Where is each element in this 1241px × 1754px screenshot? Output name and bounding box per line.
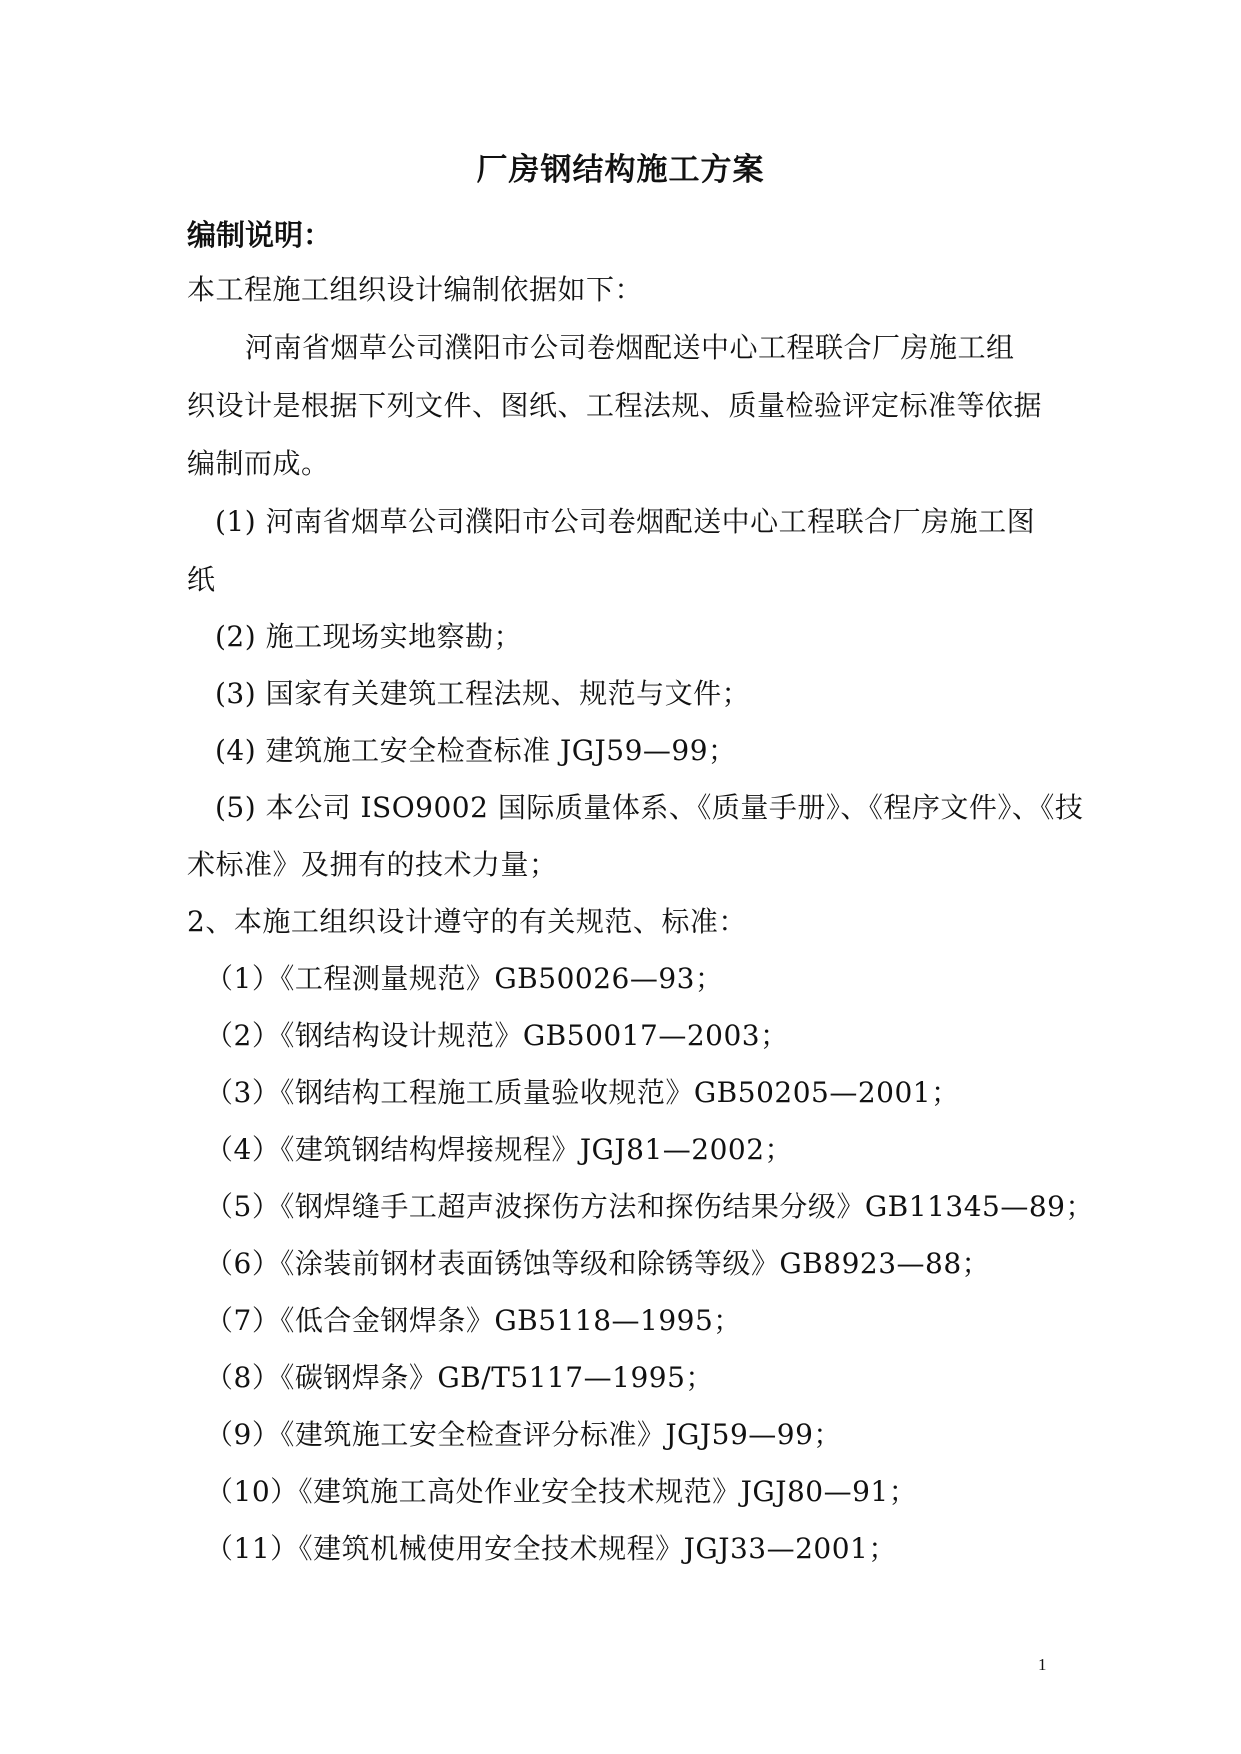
section-2-title: 2、本施工组织设计遵守的有关规范、标准： (187, 905, 747, 938)
basis-item: (5) 本公司 ISO9002 国际质量体系、《质量手册》、《程序文件》、《技 (215, 791, 1084, 824)
basis-item: (2) 施工现场实地察勘； (215, 620, 523, 653)
paragraph-line: 织设计是根据下列文件、图纸、工程法规、质量检验评定标准等依据 (187, 389, 1043, 422)
standard-item: （4）《建筑钢结构焊接规程》JGJ81—2002； (205, 1133, 794, 1166)
basis-item: 术标准》及拥有的技术力量； (187, 848, 558, 881)
standard-item: （11）《建筑机械使用安全技术规程》JGJ33—2001； (205, 1532, 897, 1565)
section-heading: 编制说明： (187, 218, 333, 252)
paragraph-line: 编制而成。 (187, 447, 330, 480)
standard-item: （10）《建筑施工高处作业安全技术规范》JGJ80—91； (205, 1475, 918, 1508)
standard-item: （2）《钢结构设计规范》GB50017—2003； (205, 1019, 789, 1052)
standard-item: （1）《工程测量规范》GB50026—93； (205, 962, 724, 995)
paragraph-line: 河南省烟草公司濮阳市公司卷烟配送中心工程联合厂房施工组 (245, 331, 1015, 364)
document-title: 厂房钢结构施工方案 (476, 152, 765, 188)
standard-item: （9）《建筑施工安全检查评分标准》JGJ59—99； (205, 1418, 842, 1451)
standard-item: （7）《低合金钢焊条》GB5118—1995； (205, 1304, 742, 1337)
standard-item: （3）《钢结构工程施工质量验收规范》GB50205—2001； (205, 1076, 960, 1109)
standard-item: （6）《涂装前钢材表面锈蚀等级和除锈等级》GB8923—88； (205, 1247, 991, 1280)
basis-item: 纸 (187, 563, 216, 596)
basis-item: (1) 河南省烟草公司濮阳市公司卷烟配送中心工程联合厂房施工图 (215, 505, 1036, 538)
standard-item: （8）《碳钢焊条》GB/T5117—1995； (205, 1361, 714, 1394)
basis-item: (4) 建筑施工安全检查标准 JGJ59—99； (215, 734, 737, 767)
basis-item: (3) 国家有关建筑工程法规、规范与文件； (215, 677, 751, 710)
standard-item: （5）《钢焊缝手工超声波探伤方法和探伤结果分级》GB11345—89； (205, 1190, 1094, 1223)
intro-line: 本工程施工组织设计编制依据如下： (187, 273, 644, 306)
page-number: 1 (1038, 1655, 1047, 1674)
